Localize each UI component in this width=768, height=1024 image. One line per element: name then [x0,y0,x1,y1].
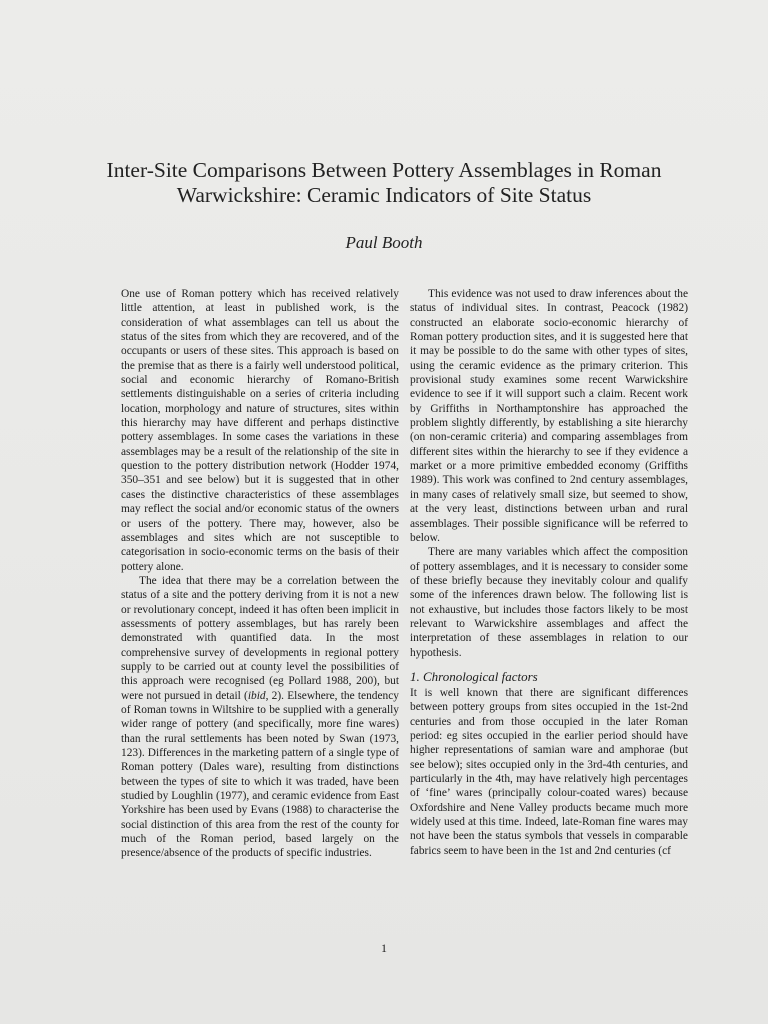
left-paragraph-2-part-2: , 2). Elsewhere, the tendency of Roman towns in Wiltshire to be supplied with a generally wider range of pottery (and specifically, more fine wares) than the rural settlements has been noted by Swan (1973, 123). Differences in the marketing pattern of a single type of Roman pottery (Dales ware), resulting from distinctions between the types of site to which it was traded, have been studied by Loughlin (1977), and ceramic evidence from East Yorkshire has been used by Evans (1988) to characterise the social distinction of this area from the rest of the county for much of the Roman period, based largely on the presence/absence of the products of specific industries. [121,689,399,860]
right-column [410,287,688,858]
left-paragraph-2-part-1: The idea that there may be a correlation between the status of a site and the pottery deriving from it is not a new or revolutionary concept, indeed it has often been implicit in assessments of pottery assemblages, but has rarely been demonstrated with quantified data. In the most comprehensive survey of developments in regional pottery supply to be carried out at county level the possibilities of this approach were recognised (eg Pollard 1988, 200), but were not pursued in detail ( [121,574,399,702]
right-paragraph-2: There are many variables which affect the composition of pottery assemblages, and it is necessary to consider some of these briefly because they inevitably colour and qualify some of the inferences drawn below. The following list is not exhaustive, but includes those factors likely to be most relevant to Warwickshire assemblages and affect the interpretation of these assemblages in relation to our hypothesis. [410,546,688,659]
left-paragraph-1: One use of Roman pottery which has received relatively little attention, at least in published work, is the consideration of what assemblages can tell us about the status of the sites from which they are recovered, and of the occupants or users of these sites. This approach is based on the premise that as there is a fairly well understood political, social and economic hierarchy of Romano-British settlements distinguishable on a series of criteria including location, morphology and nature of structures, sites within this hierarchy may have different and perhaps distinctive pottery assemblages. In some cases the variations in these assemblages may be a result of the relationship of the site in question to the pottery distribution network (Hodder 1974, 350–351 and see below) but it is suggested that in other cases the distinctive characteristics of these assemblages may reflect the social and/or economic status of the owners or users of the pottery. There may, however, also be assemblages and sites which are not susceptible to categorisation in socio-economic terms on the basis of their pottery alone. [121,288,399,573]
ibid-reference: ibid [247,689,266,702]
right-paragraph-1: This evidence was not used to draw inferences about the status of individual sites. In contrast, Peacock (1982) constructed an elaborate socio-economic hierarchy of Roman pottery production sites, and it is suggested here that it may be possible to do the same with other types of sites, using the ceramic evidence as the primary criterion. This provisional study examines some recent Warwickshire evidence to see if it will support such a claim. Recent work by Griffiths in Northamptonshire has approached the problem slightly differently, by establishing a site hierarchy (on non-ceramic criteria) and comparing assemblages from different sites within the hierarchy to see if they evidence a market or a more primitive embedded economy (Griffiths 1989). This work was confined to 2nd century assemblages, in many cases of relatively small size, but seemed to show, at the very least, distinctions between urban and rural assemblages. Their possible significance will be referred to below. [410,288,688,544]
left-column [121,287,399,861]
right-paragraph-3: It is well known that there are significant differences between pottery groups from sites occupied in the 1st-2nd centuries and from those occupied in the later Roman period: eg sites occupied in the earlier period should have higher representations of samian ware and amphorae (but see below); sites occupied only in the 3rd-4th centuries, and particularly in the 4th, may have relatively high percentages of ‘fine’ wares (principally colour-coated wares) because Oxfordshire and Nene Valley products became much more widely used at this time. Indeed, late-Roman fine wares may not have been the status symbols that vessels in comparable fabrics seem to have been in the 1st and 2nd centuries (cf [410,686,688,857]
section-heading-chronological: 1. Chronological factors [410,668,538,684]
page-number: 1 [381,941,387,955]
article-title: Inter-Site Comparisons Between Pottery Assemblages in Roman Warwickshire: Ceramic Indicators of Site Status [106,158,662,207]
left-paragraph-2 [121,574,399,861]
article-author: Paul Booth [345,233,423,252]
